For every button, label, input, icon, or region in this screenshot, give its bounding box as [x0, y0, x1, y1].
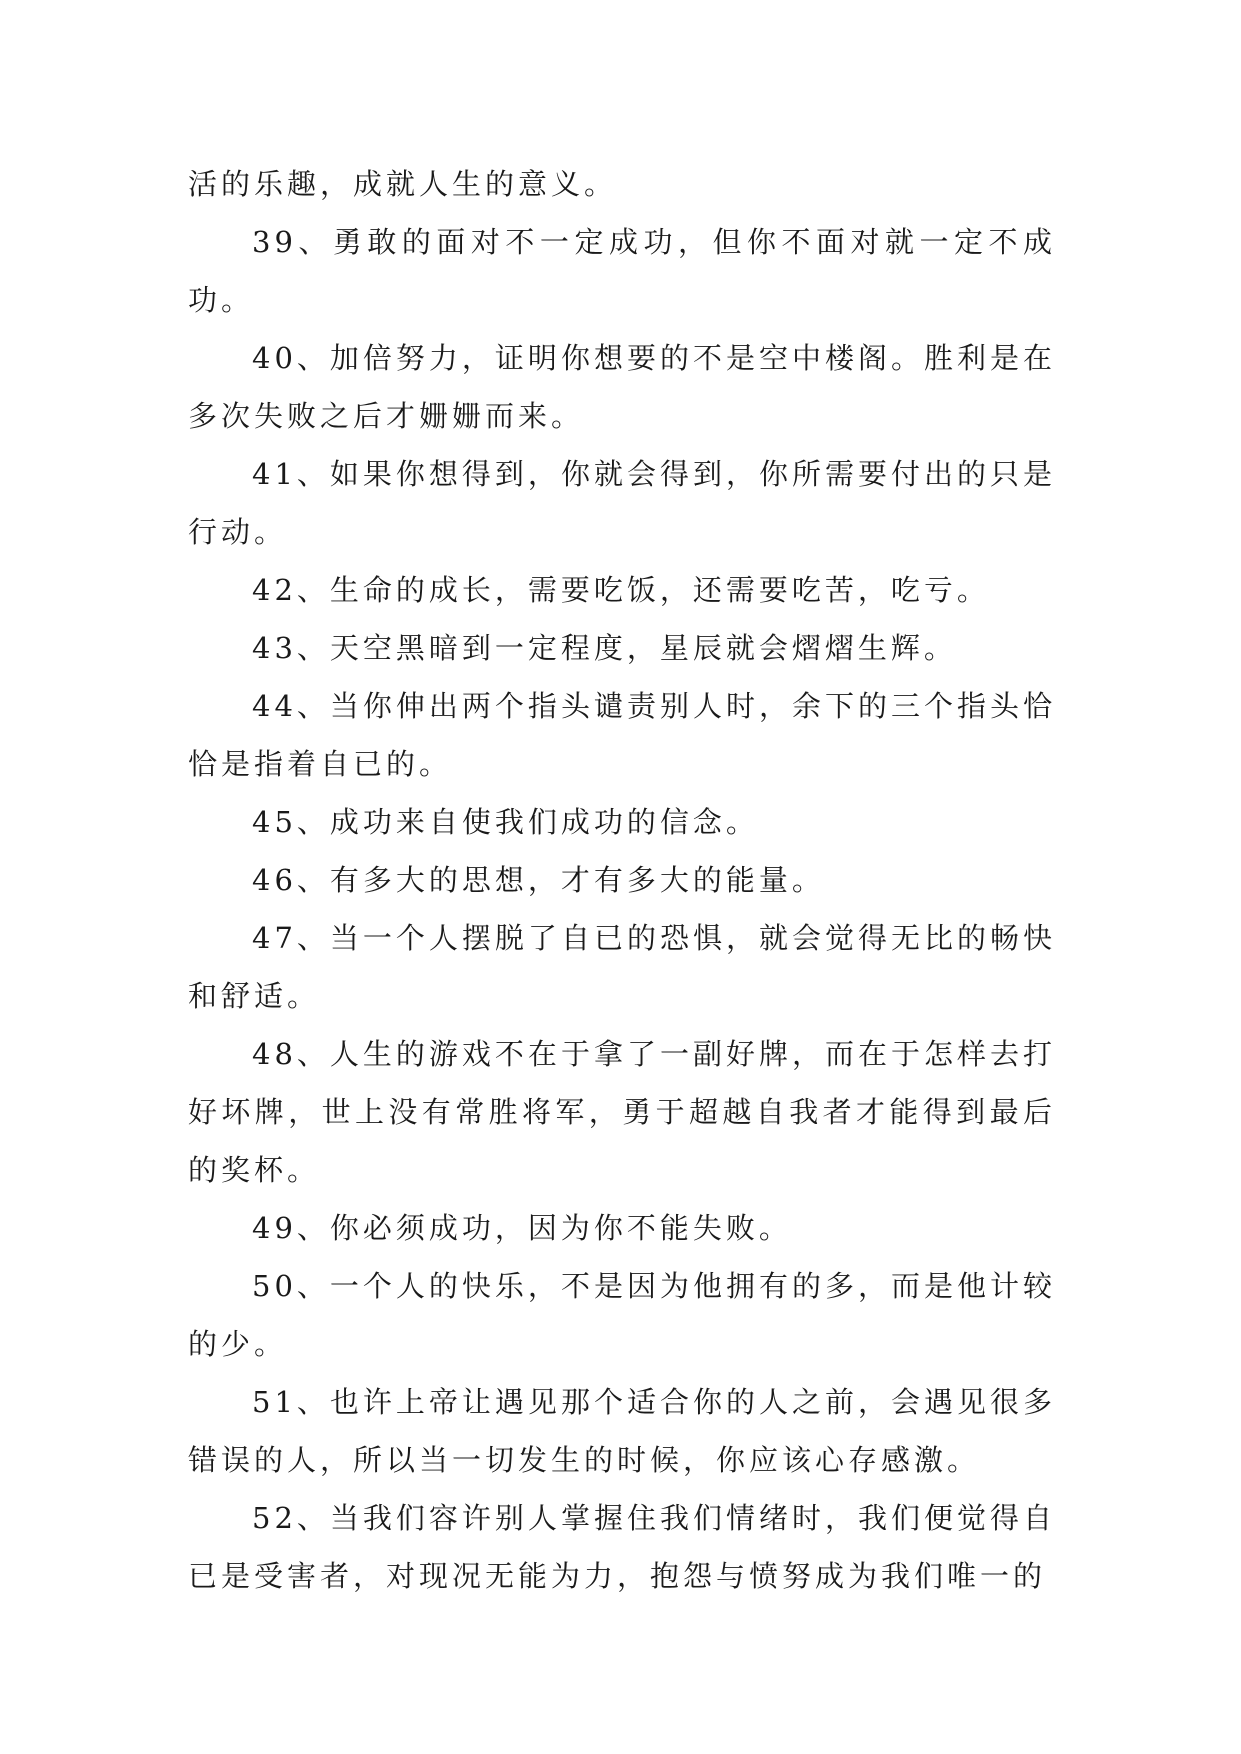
quote-46: 46、有多大的思想，才有多大的能量。: [252, 863, 825, 897]
quote-45: 45、成功来自使我们成功的信念。: [252, 805, 759, 839]
quote-50: 50、一个人的快乐，不是因为他拥有的多，而是他计较的少。: [188, 1269, 1056, 1361]
quote-48: 48、人生的游戏不在于拿了一副好牌，而在于怎样去打好坏牌，世上没有常胜将军，勇于超越自我者才能得到最后的奖杯。: [188, 1037, 1056, 1187]
quote-52: 52、当我们容许别人掌握住我们情绪时，我们便觉得自已是受害者，对现况无能为力，抱怨与愤努成为我们唯一的: [188, 1501, 1056, 1593]
paragraph-continuation: 活的乐趣，成就人生的意义。: [188, 167, 618, 201]
quote-44: 44、当你伸出两个指头谴责别人时，余下的三个指头恰恰是指着自已的。: [188, 689, 1056, 781]
quote-43: 43、天空黑暗到一定程度，星辰就会熠熠生辉。: [252, 631, 957, 665]
quote-40: 40、加倍努力，证明你想要的不是空中楼阁。胜利是在多次失败之后才姗姗而来。: [188, 341, 1056, 433]
quote-39: 39、勇敢的面对不一定成功，但你不面对就一定不成功。: [188, 225, 1056, 317]
quote-49: 49、你必须成功，因为你不能失败。: [252, 1211, 792, 1245]
quote-41: 41、如果你想得到，你就会得到，你所需要付出的只是行动。: [188, 457, 1056, 549]
document-body: [188, 155, 1056, 1605]
quote-42: 42、生命的成长，需要吃饭，还需要吃苦，吃亏。: [252, 573, 990, 607]
quote-47: 47、当一个人摆脱了自已的恐惧，就会觉得无比的畅快和舒适。: [188, 921, 1056, 1013]
quote-51: 51、也许上帝让遇见那个适合你的人之前，会遇见很多错误的人，所以当一切发生的时候，你应该心存感激。: [188, 1385, 1056, 1477]
